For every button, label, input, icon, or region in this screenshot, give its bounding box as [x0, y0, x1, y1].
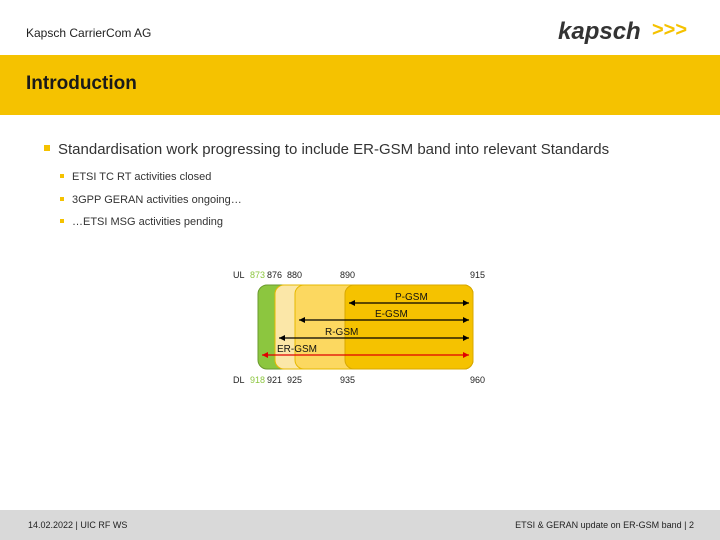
- ul-label: UL: [233, 270, 245, 280]
- dl-label: DL: [233, 375, 245, 385]
- sub-bullet-text: …ETSI MSG activities pending: [72, 216, 224, 228]
- dl-tick-label: 935: [340, 375, 356, 385]
- ul-tick-label: 890: [340, 270, 356, 280]
- dl-tick-label: 925: [287, 375, 303, 385]
- ul-tick-label: 876: [267, 270, 283, 280]
- bullet-square-icon: [60, 219, 64, 223]
- dl-tick-label: 960: [470, 375, 486, 385]
- bullet-square-icon: [60, 174, 64, 178]
- logo-arrows: >>>: [652, 19, 688, 41]
- slide-title: Introduction: [26, 73, 137, 94]
- main-bullet: [44, 141, 609, 158]
- e-gsm-label: E-GSM: [375, 309, 408, 320]
- r-gsm-label: R-GSM: [325, 327, 359, 338]
- sub-bullet-text: ETSI TC RT activities closed: [72, 171, 212, 183]
- dl-tick-label: 918: [250, 375, 266, 385]
- sub-bullet: [60, 216, 223, 228]
- footer-date-event: 14.02.2022 | UIC RF WS: [28, 520, 128, 530]
- logo-wordmark: kapsch: [558, 18, 641, 45]
- main-bullet-text: Standardisation work progressing to include ER-GSM band into relevant Standards: [58, 141, 610, 158]
- ul-tick-label: 873: [250, 270, 266, 280]
- gsm-band-diagram: [225, 265, 495, 390]
- p-gsm-label: P-GSM: [395, 292, 428, 303]
- bullet-square-icon: [44, 145, 50, 151]
- bullet-square-icon: [60, 197, 64, 201]
- sub-bullet: [60, 194, 242, 206]
- company-name: Kapsch CarrierCom AG: [26, 26, 152, 40]
- ul-tick-label: 880: [287, 270, 303, 280]
- ul-tick-label: 915: [470, 270, 486, 280]
- sub-bullet: [60, 171, 211, 183]
- er-gsm-label: ER-GSM: [277, 344, 317, 355]
- sub-bullet-text: 3GPP GERAN activities ongoing…: [72, 194, 242, 206]
- kapsch-logo: [556, 14, 696, 48]
- dl-tick-label: 921: [267, 375, 283, 385]
- footer-slide-info: ETSI & GERAN update on ER-GSM band | 2: [515, 520, 694, 530]
